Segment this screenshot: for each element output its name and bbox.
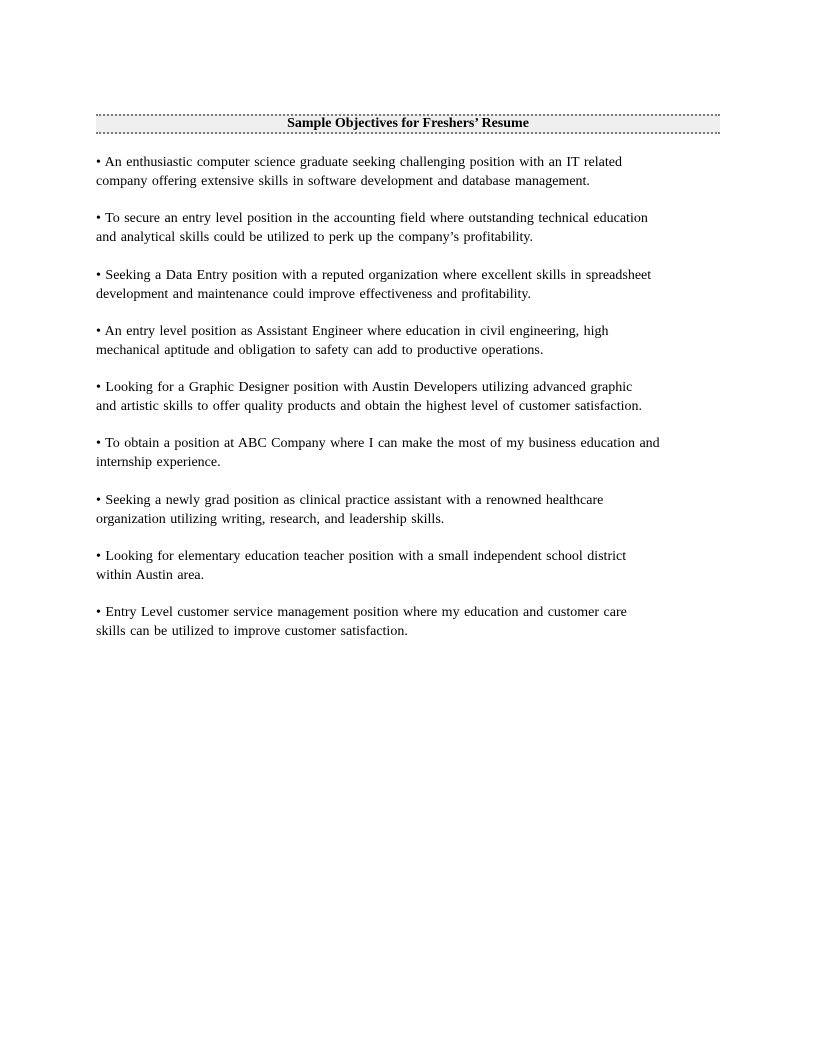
bullet-icon: • xyxy=(96,549,101,565)
objective-item xyxy=(96,434,720,472)
objective-item xyxy=(96,322,720,360)
objective-line-2: internship experience. xyxy=(96,455,221,471)
bullet-icon: • xyxy=(96,267,101,283)
objective-line-1: • Seeking a newly grad position as clinical practice assistant with a renowned healthcare xyxy=(96,492,604,508)
objective-line-1: • To secure an entry level position in the accounting field where outstanding technical education xyxy=(96,211,648,227)
objective-line-1: • An entry level position as Assistant Engineer where education in civil engineering, high xyxy=(96,323,609,339)
objective-line-1: • Looking for elementary education teacher position with a small independent school district xyxy=(96,549,627,565)
objective-item xyxy=(96,266,720,304)
objective-line-2: and artistic skills to offer quality products and obtain the highest level of customer satisfaction. xyxy=(96,399,643,415)
objective-line-1: • Entry Level customer service management position where my education and customer care xyxy=(96,605,627,621)
bullet-icon: • xyxy=(96,155,101,170)
objective-line-1: • Seeking a Data Entry position with a reputed organization where excellent skills in spreadsheet xyxy=(96,267,652,283)
objective-item xyxy=(96,547,720,585)
objective-item xyxy=(96,209,720,247)
page-title: Sample Objectives for Freshers’ Resume xyxy=(287,116,529,131)
bullet-icon: • xyxy=(96,605,101,621)
objective-line-1: • Looking for a Graphic Designer position with Austin Developers utilizing advanced graphic xyxy=(96,380,633,396)
objective-item xyxy=(96,378,720,416)
objective-line-2: and analytical skills could be utilized to perk up the company’s profitability. xyxy=(96,230,533,246)
bullet-icon: • xyxy=(96,211,101,227)
bullet-icon: • xyxy=(96,380,101,396)
objective-line-2: within Austin area. xyxy=(96,568,205,584)
objective-line-2: skills can be utilized to improve customer satisfaction. xyxy=(96,624,408,640)
objective-item xyxy=(96,491,720,529)
objective-line-1: • An enthusiastic computer science graduate seeking challenging position with an IT related xyxy=(96,155,622,170)
bullet-icon: • xyxy=(96,436,101,452)
objective-item xyxy=(96,603,720,641)
bullet-icon: • xyxy=(96,492,101,508)
objective-line-2: company offering extensive skills in software development and database management. xyxy=(96,174,590,189)
objectives-list xyxy=(96,153,720,660)
bullet-icon: • xyxy=(96,323,101,339)
objective-line-1: • To obtain a position at ABC Company where I can make the most of my business education and xyxy=(96,436,660,452)
objective-line-2: mechanical aptitude and obligation to safety can add to productive operations. xyxy=(96,342,544,358)
objective-line-2: development and maintenance could improve effectiveness and profitability. xyxy=(96,286,532,302)
objective-item xyxy=(96,153,720,191)
objective-line-2: organization utilizing writing, research, and leadership skills. xyxy=(96,511,445,527)
title-band xyxy=(96,114,720,134)
